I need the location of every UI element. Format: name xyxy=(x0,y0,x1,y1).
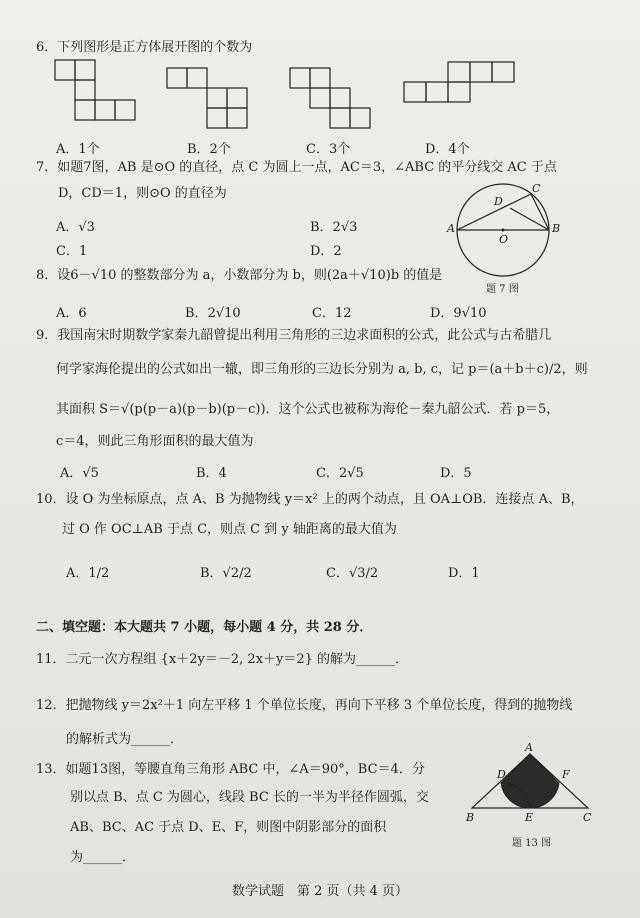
q7-option-a[interactable]: A．√3 xyxy=(56,220,95,235)
q9-line-4: c＝4，则此三角形面积的最大值为 xyxy=(56,434,254,449)
q13-label-e: E xyxy=(525,811,534,824)
q13-figure-caption: 题 13 图 xyxy=(512,838,552,849)
q7-label-c: C xyxy=(532,182,541,195)
q9-line-2: 何学家海伦提出的公式如出一辙，即三角形的三边长分别为 a, b, c，记 p＝(a＋b＋c)/2，则 xyxy=(56,362,588,377)
q6-option-b[interactable]: B．2个 xyxy=(187,142,231,157)
q6-option-d[interactable]: D．4个 xyxy=(425,142,470,157)
q10-option-a[interactable]: A．1/2 xyxy=(66,566,110,581)
q7-option-b[interactable]: B．2√3 xyxy=(310,220,358,235)
section-2-heading: 二、填空题：本大题共 7 小题，每小题 4 分，共 28 分． xyxy=(36,620,373,635)
q7-label-b: B xyxy=(552,222,561,235)
cube-net-1 xyxy=(55,60,137,130)
q8-stem: 8．设6－√10 的整数部分为 a，小数部分为 b，则(2a＋√10)b 的值是 xyxy=(36,268,443,283)
q13-line-4: 为______． xyxy=(70,850,136,865)
q13-label-f: F xyxy=(562,768,570,781)
q10-option-b[interactable]: B．√2/2 xyxy=(200,566,252,581)
q7-label-a: A xyxy=(447,222,455,235)
q7-label-o: O xyxy=(499,233,509,246)
q9-option-d[interactable]: D．5 xyxy=(440,466,472,481)
q13-label-b: B xyxy=(466,811,475,824)
q13-line-1: 13．如题13图，等腰直角三角形 ABC 中，∠A＝90°，BC＝4．分 xyxy=(36,762,425,777)
q12-line-1: 12．把抛物线 y＝2x²＋1 向左平移 1 个单位长度，再向下平移 3 个单位长度，得到的抛物线 xyxy=(36,698,573,713)
q9-option-a[interactable]: A．√5 xyxy=(60,466,99,481)
q7-line-2: D，CD＝1，则⊙O 的直径为 xyxy=(58,186,227,201)
q13-label-a: A xyxy=(525,741,533,754)
q8-option-c[interactable]: C．12 xyxy=(312,306,352,321)
q6-stem: 6．下列图形是正方体展开图的个数为 xyxy=(36,40,253,55)
q10-option-c[interactable]: C．√3/2 xyxy=(326,566,379,581)
q8-option-d[interactable]: D．9√10 xyxy=(430,306,487,321)
q6-option-c[interactable]: C．3个 xyxy=(306,142,351,157)
q9-line-1: 9．我国南宋时期数学家秦九韶曾提出利用三角形的三边求面积的公式，此公式与古希腊几 xyxy=(36,328,552,343)
figure-q7-circle xyxy=(448,180,560,280)
q7-option-c[interactable]: C．1 xyxy=(56,244,88,259)
q6-option-a[interactable]: A．1个 xyxy=(56,142,100,157)
cube-net-2 xyxy=(167,68,253,130)
q9-line-3: 其面积 S＝√(p(p－a)(p－b)(p－c))．这个公式也被称为海伦－秦九韶公式．若 p＝5， xyxy=(56,402,560,417)
cube-net-4 xyxy=(404,62,516,106)
q8-option-b[interactable]: B．2√10 xyxy=(185,306,241,321)
q12-line-2: 的解析式为______． xyxy=(66,732,184,747)
figure-q13-triangle xyxy=(468,750,592,814)
q9-option-c[interactable]: C．2√5 xyxy=(316,466,364,481)
q7-option-d[interactable]: D．2 xyxy=(310,244,342,259)
q7-figure-caption: 题 7 图 xyxy=(486,284,519,295)
q10-line-1: 10．设 O 为坐标原点，点 A、B 为抛物线 y＝x² 上的两个动点，且 OA⊥OB．连接点 A、B， xyxy=(36,492,584,507)
q7-line-1: 7．如题7图，AB 是⊙O 的直径，点 C 为圆上一点，AC＝3，∠ABC 的平分线交 AC 于点 xyxy=(36,160,557,175)
q11-stem: 11．二元一次方程组 {x＋2y＝－2, 2x＋y＝2} 的解为______． xyxy=(36,652,409,667)
q13-line-2: 别以点 B、点 C 为圆心，线段 BC 长的一半为半径作圆弧，交 xyxy=(70,790,429,805)
q13-label-d: D xyxy=(497,768,506,781)
q9-option-b[interactable]: B．4 xyxy=(196,466,227,481)
cube-net-3 xyxy=(290,68,380,130)
q7-label-d: D xyxy=(494,195,503,208)
q10-option-d[interactable]: D．1 xyxy=(448,566,480,581)
q10-line-2: 过 O 作 OC⊥AB 于点 C，则点 C 到 y 轴距离的最大值为 xyxy=(62,522,397,537)
q13-line-3: AB、BC、AC 于点 D、E、F，则图中阴影部分的面积 xyxy=(70,820,387,835)
q13-label-c: C xyxy=(583,811,592,824)
page-footer: 数学试题 第 2 页（共 4 页） xyxy=(231,884,409,899)
q8-option-a[interactable]: A．6 xyxy=(56,306,87,321)
